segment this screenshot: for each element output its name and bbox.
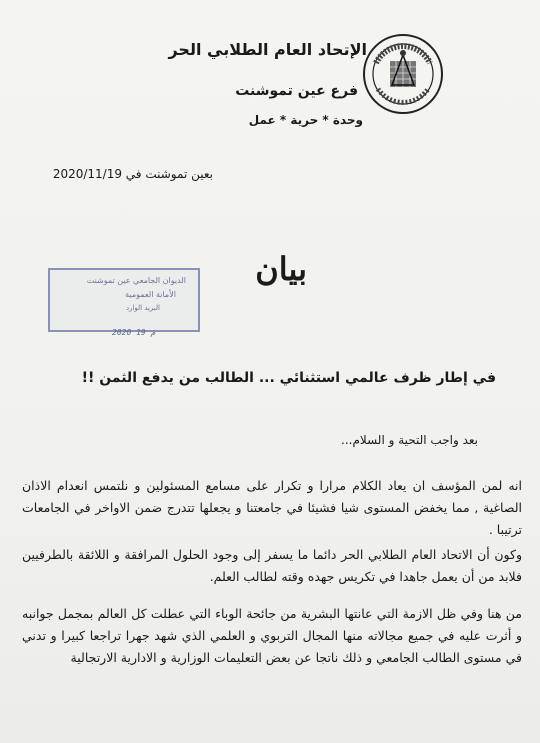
stamp-line-2: الأمانة العمومية xyxy=(125,290,176,299)
greeting: بعد واجب التحية و السلام... xyxy=(341,433,478,447)
motto: وحدة * حرية * عمل xyxy=(248,113,363,127)
document-title: بيان xyxy=(255,250,307,288)
received-mail-stamp-icon xyxy=(48,268,200,332)
union-seal-logo-icon xyxy=(362,33,444,115)
stamp-date: 2020 م 19 xyxy=(112,328,156,337)
paragraph-2: وكون أن الاتحاد العام الطلابي الحر دائما ما يسفر إلى وجود الحلول المرافقة و اللائقة بالطرفيين فلابد من أن يعمل جاهدا في تكريس جهده وقته لطالب العلم. xyxy=(22,547,522,584)
paragraph-1: انه لمن المؤسف ان يعاد الكلام مرارا و تكرار على مسامع المسئولين و نلتمس انعدام الاذان الصاغية , مما يخفض المستوى شيا فشيئا في جامعتنا و يجعلها تتدرج ضمن الاواخر في الجامعات ترتيبا . xyxy=(22,478,522,537)
stamp-line-1: الديوان الجامعي عين تموشنت xyxy=(86,276,186,285)
organization-name: الإتحاد العام الطلابي الحر xyxy=(168,40,367,59)
document-subtitle: في إطار ظرف عالمي استثنائي ... الطالب من يدفع الثمن !! xyxy=(81,370,496,386)
branch-name: فرع عين تموشنت xyxy=(235,83,358,99)
paragraph-3: من هنا وفي ظل الازمة التي عانتها البشرية من جائحة الوباء التي عطلت كل العالم بمجمل جوانبه و أثرت عليه في جميع مجالاته منها المجال التربوي و العلمي الذي شهد جهرا تراجعا كبيرا و تدني في مستوى الطالب الجامعي و ذلك ناتجا عن بعض التعليمات الوزارية و الادارية الارتجالية xyxy=(22,606,522,665)
dateline: بعين تموشنت في 2020/11/19 xyxy=(52,167,213,181)
stamp-line-3: البريد الوارد xyxy=(125,304,160,312)
